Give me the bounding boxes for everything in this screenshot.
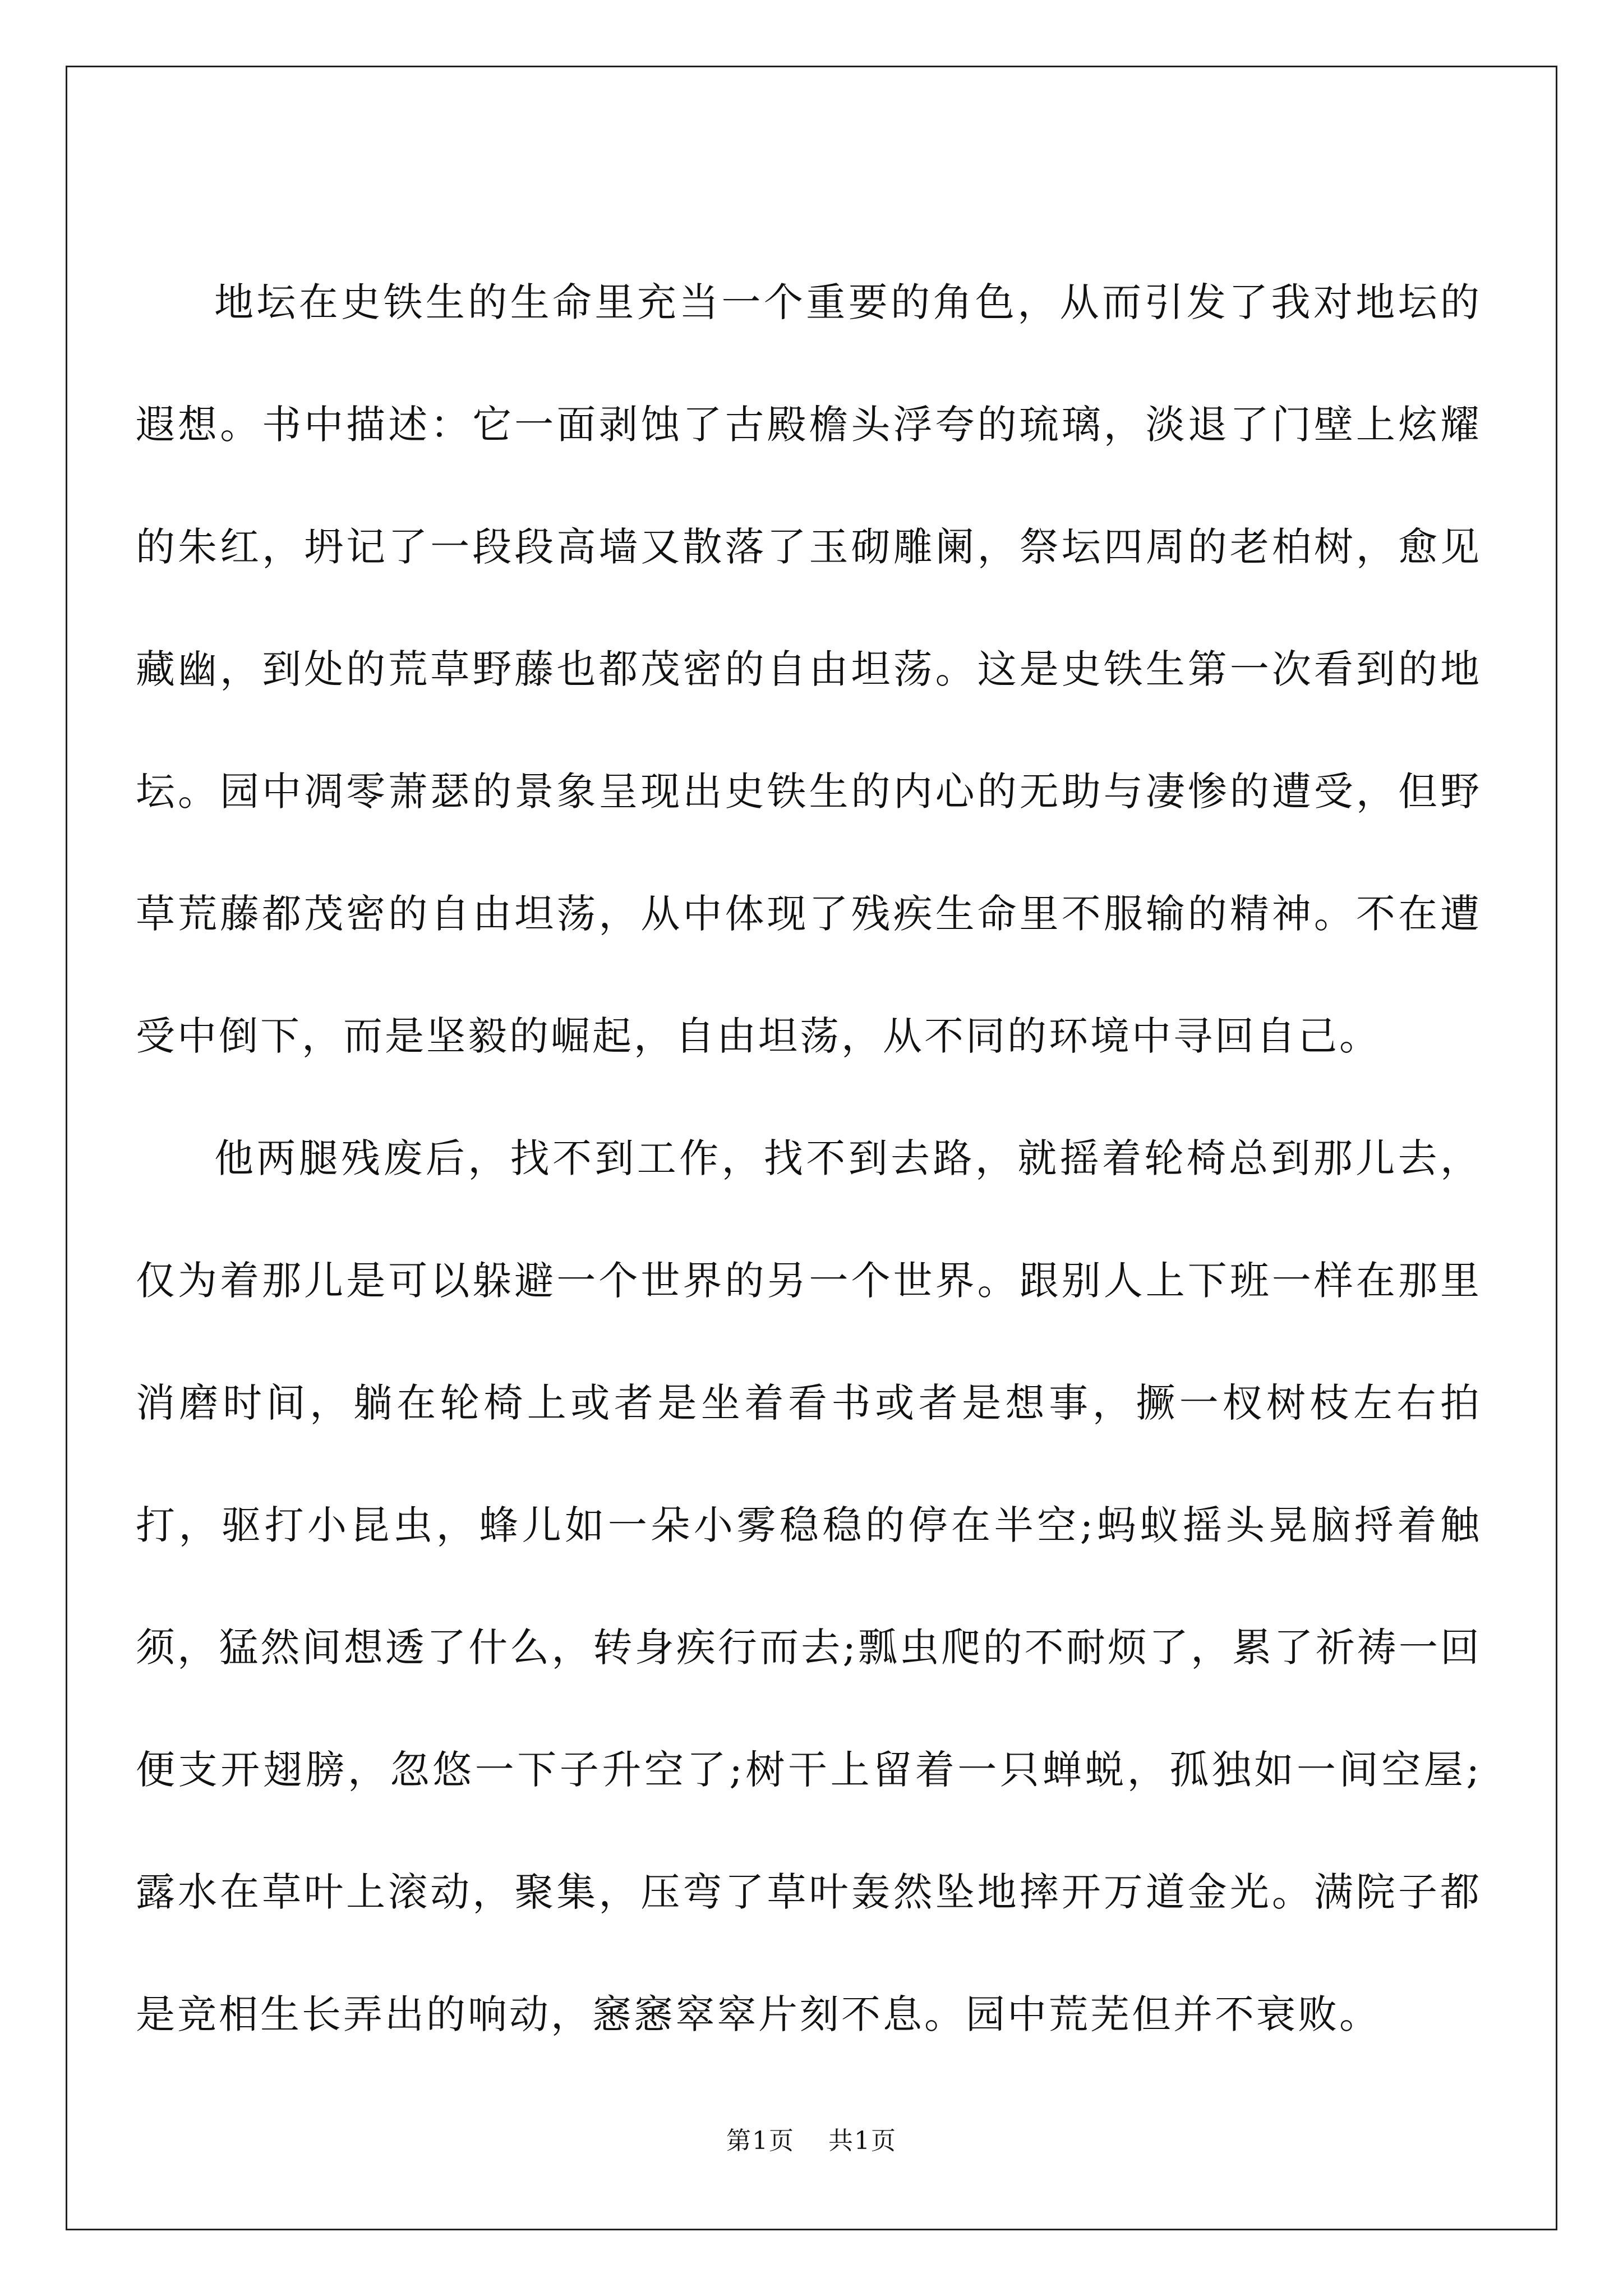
document-body (136, 241, 1482, 2076)
page-number: 第1页 (726, 2127, 795, 2155)
paragraph-1: 地坛在史铁生的生命里充当一个重要的角色，从而引发了我对地坛的遐想。书中描述：它一面剥蚀了古殿檐头浮夸的琉璃，淡退了门壁上炫耀的朱红，坍记了一段段高墙又散落了玉砌雕阑，祭坛四周的老柏树，愈见藏幽，到处的荒草野藤也都茂密的自由坦荡。这是史铁生第一次看到的地坛。园中凋零萧瑟的景象呈现出史铁生的内心的无助与凄惨的遭受，但野草荒藤都茂密的自由坦荡，从中体现了残疾生命里不服输的精神。不在遭受中倒下，而是坚毅的崛起，自由坦荡，从不同的环境中寻回自己。 (136, 279, 1482, 1059)
page-footer (0, 2120, 1623, 2156)
paragraph-2: 他两腿残废后，找不到工作，找不到去路，就摇着轮椅总到那儿去，仅为着那儿是可以躲避一个世界的另一个世界。跟别人上下班一样在那里消磨时间，躺在轮椅上或者是坐着看书或者是想事，撅一杈树枝左右拍打，驱打小昆虫，蜂儿如一朵小雾稳稳的停在半空;蚂蚁摇头晃脑捋着触须，猛然间想透了什么，转身疾行而去;瓢虫爬的不耐烦了，累了祈祷一回便支开翅膀，忽悠一下子升空了;树干上留着一只蝉蜕，孤独如一间空屋;露水在草叶上滚动，聚集，压弯了草叶轰然坠地摔开万道金光。满院子都是竞相生长弄出的响动，窸窸窣窣片刻不息。园中荒芜但并不衰败。 (136, 1135, 1482, 2037)
page-count: 共1页 (828, 2127, 897, 2155)
